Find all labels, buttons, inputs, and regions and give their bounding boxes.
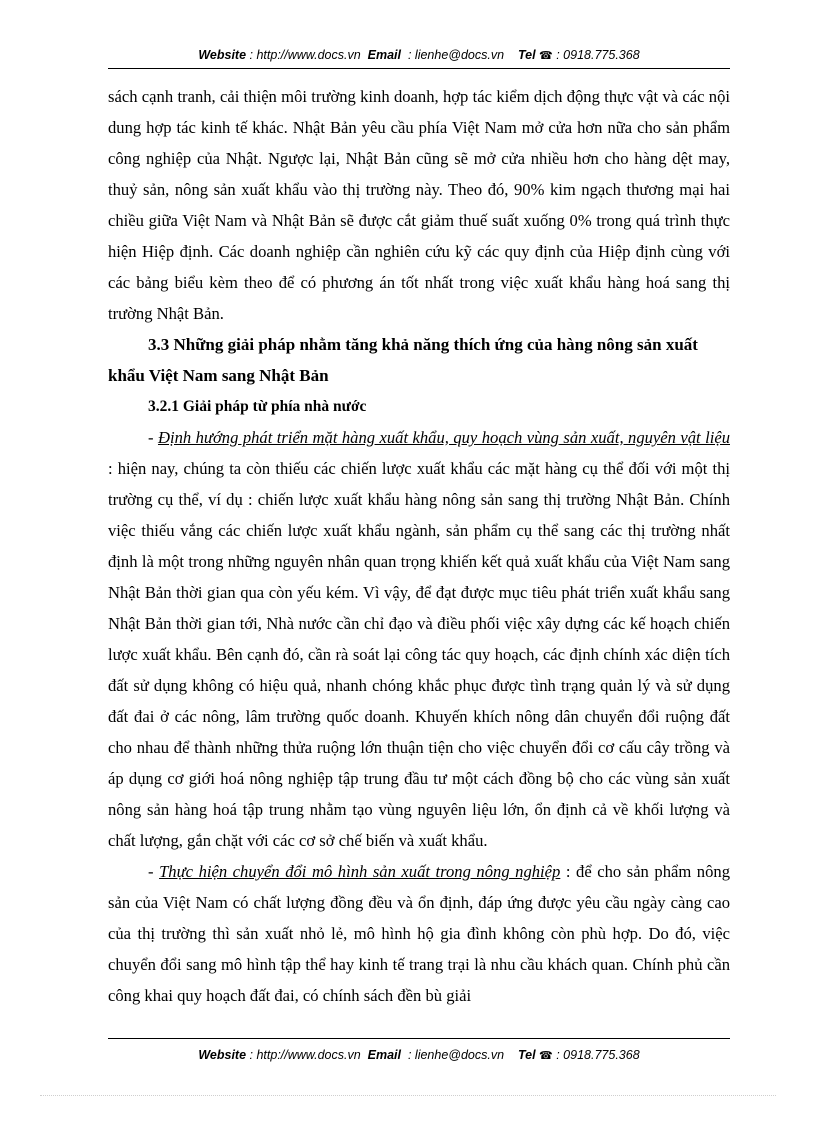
italic-lead-production-model: Thực hiện chuyển đổi mô hình sản xuất trong nông nghiệp — [159, 862, 561, 881]
header-website-label: Website — [198, 48, 247, 62]
page-bottom-dotted-line — [40, 1095, 776, 1096]
header-email-label: Email — [367, 48, 402, 62]
page-body — [108, 81, 730, 1011]
header-email-value: : lienhe@docs.vn — [407, 48, 505, 62]
paragraph-production-model-text: : để cho sản phẩm nông sản của Việt Nam có chất lượng đồng đều và ổn định, đáp ứng được yêu cầu ngày càng cao của thị trường thì sản xuất nhỏ lẻ, mô hình hộ gia đình không còn phù hợp. Do đó, việc chuyển đổi sang mô hình tập thể hay kinh tế trang trại là nhu cầu khách quan. Chính phủ cần công khai quy hoạch đất đai, có chính sách đền bù giải — [108, 862, 730, 1005]
paragraph-orientation — [108, 422, 730, 856]
footer-rule — [108, 1038, 730, 1039]
italic-lead-orientation: Định hướng phát triển mặt hàng xuất khẩu, quy hoạch vùng sản xuất, nguyên vật liệu — [157, 428, 730, 447]
paragraph-production-model — [108, 856, 730, 1011]
section-heading-3-3: 3.3 Những giải pháp nhằm tăng khả năng thích ứng của hàng nông sản xuất khẩu Việt Nam sang Nhật Bản — [108, 335, 698, 385]
dash-marker: - — [148, 862, 160, 881]
header-tel-label: Tel — [517, 48, 536, 62]
paragraph-orientation-text: : hiện nay, chúng ta còn thiếu các chiến lược xuất khẩu các mặt hàng cụ thể đối với một thị trường cụ thể, ví dụ : chiến lược xuất khẩu hàng nông sản sang thị trường Nhật Bản. Chính việc thiếu vắng các chiến lược xuất khẩu ngành, sản phẩm cụ thể sang các thị trường nhất định là một trong những nguyên nhân quan trọng khiến kết quả xuất khẩu của Việt Nam sang Nhật Bản thời gian qua còn yếu kém. Vì vậy, để đạt được mục tiêu phát triển xuất khẩu sang Nhật Bản thời gian tới, Nhà nước cần chỉ đạo và điều phối việc xây dựng các kế hoạch chiến lược xuất khẩu. Bên cạnh đó, cần rà soát lại công tác quy hoạch, các định chính xác diện tích đất sử dụng không có hiệu quả, nhanh chóng khắc phục được tình trạng quản lý và sử dụng đất đai ở các nông, lâm trường quốc doanh. Khuyến khích nông dân chuyển đổi ruộng đất cho nhau để thành những thửa ruộng lớn thuận tiện cho việc chuyển đổi cơ cấu cây trồng và áp dụng cơ giới hoá nông nghiệp tập trung đầu tư một cách đồng bộ cho các vùng sản xuất nông sản hàng hoá tập trung nhằm tạo vùng nguyên liệu lớn, ổn định cả về khối lượng và chất lượng, gắn chặt với các cơ sở chế biến và xuất khẩu. — [108, 459, 730, 850]
subsection-heading-3-2-1: 3.2.1 Giải pháp từ phía nhà nước — [148, 398, 367, 415]
phone-icon: ☎ — [539, 50, 553, 62]
page-footer — [108, 1048, 730, 1062]
paragraph-intro: sách cạnh tranh, cải thiện môi trường kinh doanh, hợp tác kiểm dịch động thực vật và các nội dung hợp tác kinh tế khác. Nhật Bản yêu cầu phía Việt Nam mở cửa hơn nữa cho sản phẩm công nghiệp của Nhật. Ngược lại, Nhật Bản cũng sẽ mở cửa nhiều hơn cho hàng dệt may, thuỷ sản, nông sản xuất khẩu vào thị trường này. Theo đó, 90% kim ngạch thương mại hai chiều giữa Việt Nam và Nhật Bản sẽ được cắt giảm thuế suất xuống 0% trong quá trình thực hiện Hiệp định. Các doanh nghiệp cần nghiên cứu kỹ các quy định của Hiệp định cùng với các bảng biểu kèm theo để có phương án tốt nhất trong việc xuất khẩu hàng hoá sang thị trường Nhật Bản. — [108, 87, 730, 323]
phone-icon: ☎ — [539, 1050, 553, 1062]
footer-website-value: : http://www.docs.vn — [249, 1048, 361, 1062]
footer-website-label: Website — [198, 1048, 247, 1062]
header-rule — [108, 68, 730, 69]
footer-email-value: : lienhe@docs.vn — [407, 1048, 505, 1062]
header-tel-value: : 0918.775.368 — [556, 48, 640, 62]
footer-tel-label: Tel — [517, 1048, 536, 1062]
footer-email-label: Email — [367, 1048, 402, 1062]
page-header — [108, 48, 730, 62]
footer-tel-value: : 0918.775.368 — [556, 1048, 640, 1062]
header-website-value: : http://www.docs.vn — [249, 48, 361, 62]
dash-marker: - — [148, 428, 158, 447]
